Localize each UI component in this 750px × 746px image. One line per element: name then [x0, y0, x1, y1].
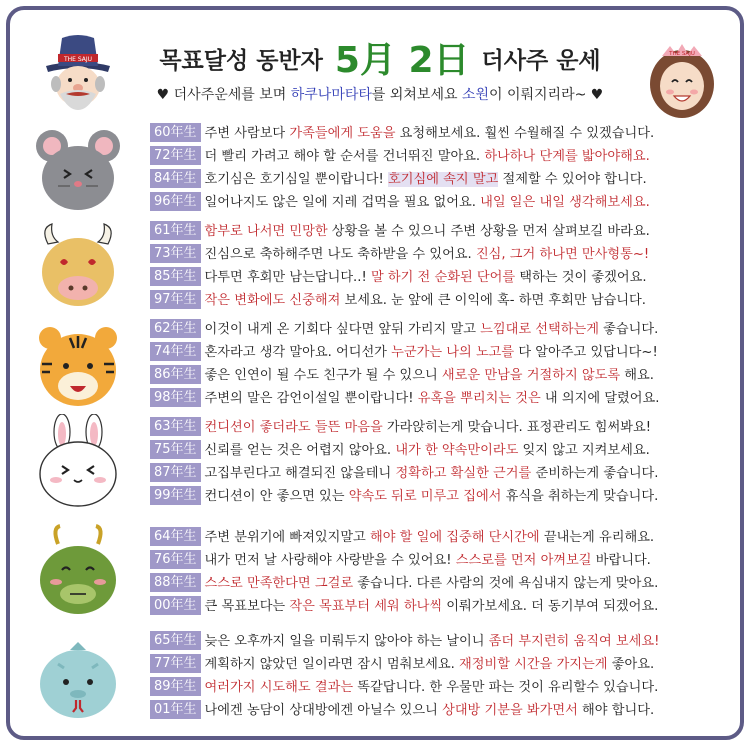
fortune-highlight: 유혹을 뿌리치는 것은	[417, 391, 541, 406]
fortune-text: 계획하지 않았던 일이라면 잠시 멈춰보세요.	[204, 657, 460, 672]
birth-year-badge: 85年生	[150, 267, 201, 286]
fortune-text: 좋아요.	[607, 657, 655, 672]
subtitle-part: 를 외쳐보세요	[371, 87, 462, 103]
subtitle-highlight: 하쿠나마타타	[290, 87, 372, 103]
fortune-text: 좋습니다.	[598, 322, 659, 337]
subtitle-part: ♥ 더사주운세를 보며	[156, 87, 291, 103]
fortune-group-ox	[30, 218, 730, 318]
fortune-text: 잊지 않고 지켜보세요.	[518, 443, 650, 458]
subtitle	[130, 84, 630, 104]
fortune-highlight: 상대방 기분을 봐가면서	[442, 703, 578, 718]
crown-label: THE SAJU	[669, 51, 695, 57]
fortune-row	[150, 699, 730, 722]
fortune-text: 큰 목표보다는	[204, 599, 290, 614]
fortune-highlight: 작은 목표부터 세워 하나씩	[289, 599, 443, 614]
fortune-list	[150, 630, 730, 722]
fortune-text: 끝내는게 유리해요.	[539, 530, 655, 545]
fortune-row	[150, 387, 730, 410]
birth-year-badge: 61年生	[150, 221, 201, 240]
fortune-highlight: 새로운 만남을 거절하지 않도록	[441, 368, 621, 383]
fortune-row	[150, 289, 730, 312]
dragon-icon	[30, 524, 126, 620]
fortune-row	[150, 416, 730, 439]
fortune-text: 혼자라고 생각 말아요. 어디선가	[204, 345, 392, 360]
header	[10, 10, 740, 120]
title-suffix: 더사주 운세	[481, 48, 601, 74]
fortune-highlight: 느낌대로 선택하는게	[480, 322, 599, 337]
fortune-row	[150, 364, 730, 387]
subtitle-highlight: 소원	[461, 87, 490, 103]
fortune-row	[150, 145, 730, 168]
fortune-highlight: 정확하고 확실한 근거를	[395, 466, 532, 481]
fortune-text: 준비하는게 좋습니다.	[531, 466, 659, 481]
birth-year-badge: 86年生	[150, 365, 201, 384]
birth-year-badge: 97年生	[150, 290, 201, 309]
fortune-highlight: 진심, 그거 하나면 만사형통~!	[475, 247, 650, 262]
fortune-text: 진심으로 축하해주면 나도 축하받을 수 있어요.	[204, 247, 476, 262]
birth-year-badge: 65年生	[150, 631, 201, 650]
hat-label: THE SAJU	[63, 56, 93, 63]
fortune-row	[150, 572, 730, 595]
fortune-highlight: 여러가지 시도해도 결과는	[204, 680, 354, 695]
rat-icon	[30, 120, 126, 216]
fortune-highlight: 가족들에게 도움을	[289, 126, 396, 141]
fortune-row	[150, 595, 730, 618]
birth-year-badge: 62年生	[150, 319, 201, 338]
fortune-highlight: 스스로를 먼저 아껴보길	[455, 553, 592, 568]
fortune-row	[150, 266, 730, 289]
birth-year-badge: 99年生	[150, 486, 201, 505]
fortune-text: 가라앉히는게 맞습니다. 표정관리도 힘써봐요!	[382, 420, 652, 435]
fortune-highlight: 함부로 나서면 민망한	[204, 224, 328, 239]
fortune-highlight: 약속도 뒤로 미루고 집에서	[348, 489, 502, 504]
fortune-row	[150, 653, 730, 676]
fortune-text: 요청해보세요. 훨씬 수월해질 수 있겠습니다.	[395, 126, 655, 141]
fortune-text: 보세요. 눈 앞에 큰 이익에 혹- 하면 후회만 남습니다.	[340, 293, 646, 308]
fortune-group-tiger	[30, 316, 730, 416]
fortune-text: 주변의 말은 감언이설일 뿐이랍니다!	[204, 391, 418, 406]
fortune-card	[6, 6, 744, 740]
birth-year-badge: 89年生	[150, 677, 201, 696]
fortune-row	[150, 462, 730, 485]
birth-year-badge: 87年生	[150, 463, 201, 482]
fortune-text: 택하는 것이 좋겠어요.	[515, 270, 647, 285]
title-prefix: 목표달성 동반자	[159, 48, 323, 74]
fortune-row	[150, 220, 730, 243]
fortune-highlight: 내가 한 약속만이라도	[395, 443, 519, 458]
fortune-list	[150, 318, 730, 410]
fortune-row	[150, 676, 730, 699]
fortune-text: 내가 먼저 날 사랑해야 사랑받을 수 있어요!	[204, 553, 456, 568]
fortune-highlight: 호기심에 속지 말고	[388, 172, 499, 187]
fortune-text: 주변 분위기에 빠져있지말고	[204, 530, 370, 545]
fortune-row	[150, 526, 730, 549]
fortune-text: 내 의지에 달렸어요.	[540, 391, 660, 406]
birth-year-badge: 72年生	[150, 146, 201, 165]
fortune-text: 해야 합니다.	[577, 703, 655, 718]
fortune-highlight: 재정비할 시간을 가지는게	[459, 657, 608, 672]
birth-year-badge: 60年生	[150, 123, 201, 142]
birth-year-badge: 84年生	[150, 169, 201, 188]
fortune-row	[150, 243, 730, 266]
fortune-highlight: 스스로 만족한다면 그걸로	[204, 576, 354, 591]
fortune-text: 휴식을 취하는게 맞습니다.	[501, 489, 659, 504]
fortune-text: 바랍니다.	[591, 553, 651, 568]
fortune-highlight: 말 하기 전 순화된 단어를	[370, 270, 516, 285]
fortune-highlight: 작은 변화에도 신중해져	[204, 293, 341, 308]
fortune-text: 다투면 후회만 남는답니다..!	[204, 270, 371, 285]
title-date: 5月 2日	[334, 40, 470, 81]
fortune-highlight: 해야 할 일에 집중해 단시간에	[370, 530, 540, 545]
fortune-highlight: 하나하나 단계를 밟아야해요.	[484, 149, 650, 164]
fortune-text: 좋은 인연이 될 수도 친구가 될 수 있으니	[204, 368, 442, 383]
fortune-row	[150, 318, 730, 341]
fortune-text: 고집부린다고 해결되진 않을테니	[204, 466, 396, 481]
birth-year-badge: 88年生	[150, 573, 201, 592]
fortune-text: 똑같답니다. 한 우물만 파는 것이 유리할수 있습니다.	[353, 680, 659, 695]
birth-year-badge: 98年生	[150, 388, 201, 407]
birth-year-badge: 96年生	[150, 192, 201, 211]
fortune-list	[150, 220, 730, 312]
woman-mascot-icon	[640, 38, 724, 122]
fortune-row	[150, 485, 730, 508]
snake-icon	[30, 628, 126, 724]
birth-year-badge: 74年生	[150, 342, 201, 361]
fortune-row	[150, 341, 730, 364]
fortune-list	[150, 416, 730, 508]
birth-year-badge: 00年生	[150, 596, 201, 615]
fortune-list	[150, 526, 730, 618]
fortune-text: 다 알아주고 있답니다~!	[514, 345, 658, 360]
fortune-text: 컨디션이 안 좋으면 있는	[204, 489, 349, 504]
fortune-group-rat	[30, 120, 730, 220]
rabbit-icon	[30, 414, 126, 510]
fortune-text: 이뤄가보세요. 더 동기부여 되겠어요.	[442, 599, 659, 614]
fortune-group-rabbit	[30, 414, 730, 514]
birth-year-badge: 76年生	[150, 550, 201, 569]
fortune-highlight: 좀더 부지런히 움직여 보세요!	[488, 634, 660, 649]
fortune-highlight: 누군가는 나의 노고를	[391, 345, 515, 360]
fortune-text: 절제할 수 있어야 합니다.	[498, 172, 647, 187]
birth-year-badge: 01年生	[150, 700, 201, 719]
fortune-group-snake	[30, 628, 730, 728]
birth-year-badge: 63年生	[150, 417, 201, 436]
fortune-text: 주변 사람보다	[204, 126, 290, 141]
old-man-mascot-icon	[36, 28, 120, 112]
birth-year-badge: 64年生	[150, 527, 201, 546]
tiger-icon	[30, 316, 126, 412]
fortune-row	[150, 191, 730, 214]
fortune-text: 더 빨리 가려고 해야 할 순서를 건너뛰진 말아요.	[204, 149, 485, 164]
fortune-text: 호기심은 호기심일 뿐이랍니다!	[204, 172, 389, 187]
fortune-text: 상황을 볼 수 있으니 주변 상황을 먼저 살펴보길 바라요.	[327, 224, 650, 239]
fortune-group-dragon	[30, 524, 730, 624]
fortune-row	[150, 168, 730, 191]
fortune-row	[150, 122, 730, 145]
birth-year-badge: 77年生	[150, 654, 201, 673]
fortune-row	[150, 630, 730, 653]
birth-year-badge: 73年生	[150, 244, 201, 263]
fortune-text: 신뢰를 얻는 것은 어렵지 않아요.	[204, 443, 396, 458]
fortune-text: 이것이 내게 온 기회다 싶다면 앞뒤 가리지 말고	[204, 322, 481, 337]
fortune-text: 나에겐 농담이 상대방에겐 아닐수 있으니	[204, 703, 443, 718]
ox-icon	[30, 218, 126, 314]
fortune-highlight: 컨디션이 좋더라도 들뜬 마음을	[204, 420, 383, 435]
fortune-text: 좋습니다. 다른 사람의 것에 욕심내지 않는게 맞아요.	[353, 576, 659, 591]
fortune-text: 늦은 오후까지 일을 미뤄두지 않아야 하는 날이니	[204, 634, 489, 649]
fortune-highlight: 내일 일은 내일 생각해보세요.	[480, 195, 650, 210]
fortune-list	[150, 122, 730, 214]
fortune-row	[150, 439, 730, 462]
birth-year-badge: 75年生	[150, 440, 201, 459]
fortune-text: 일어나지도 않은 일에 지레 겁먹을 필요 없어요.	[204, 195, 481, 210]
subtitle-part: 이 이뤄지리라~ ♥	[489, 87, 604, 103]
fortune-text: 해요.	[620, 368, 654, 383]
page-title	[130, 32, 630, 83]
fortune-row	[150, 549, 730, 572]
